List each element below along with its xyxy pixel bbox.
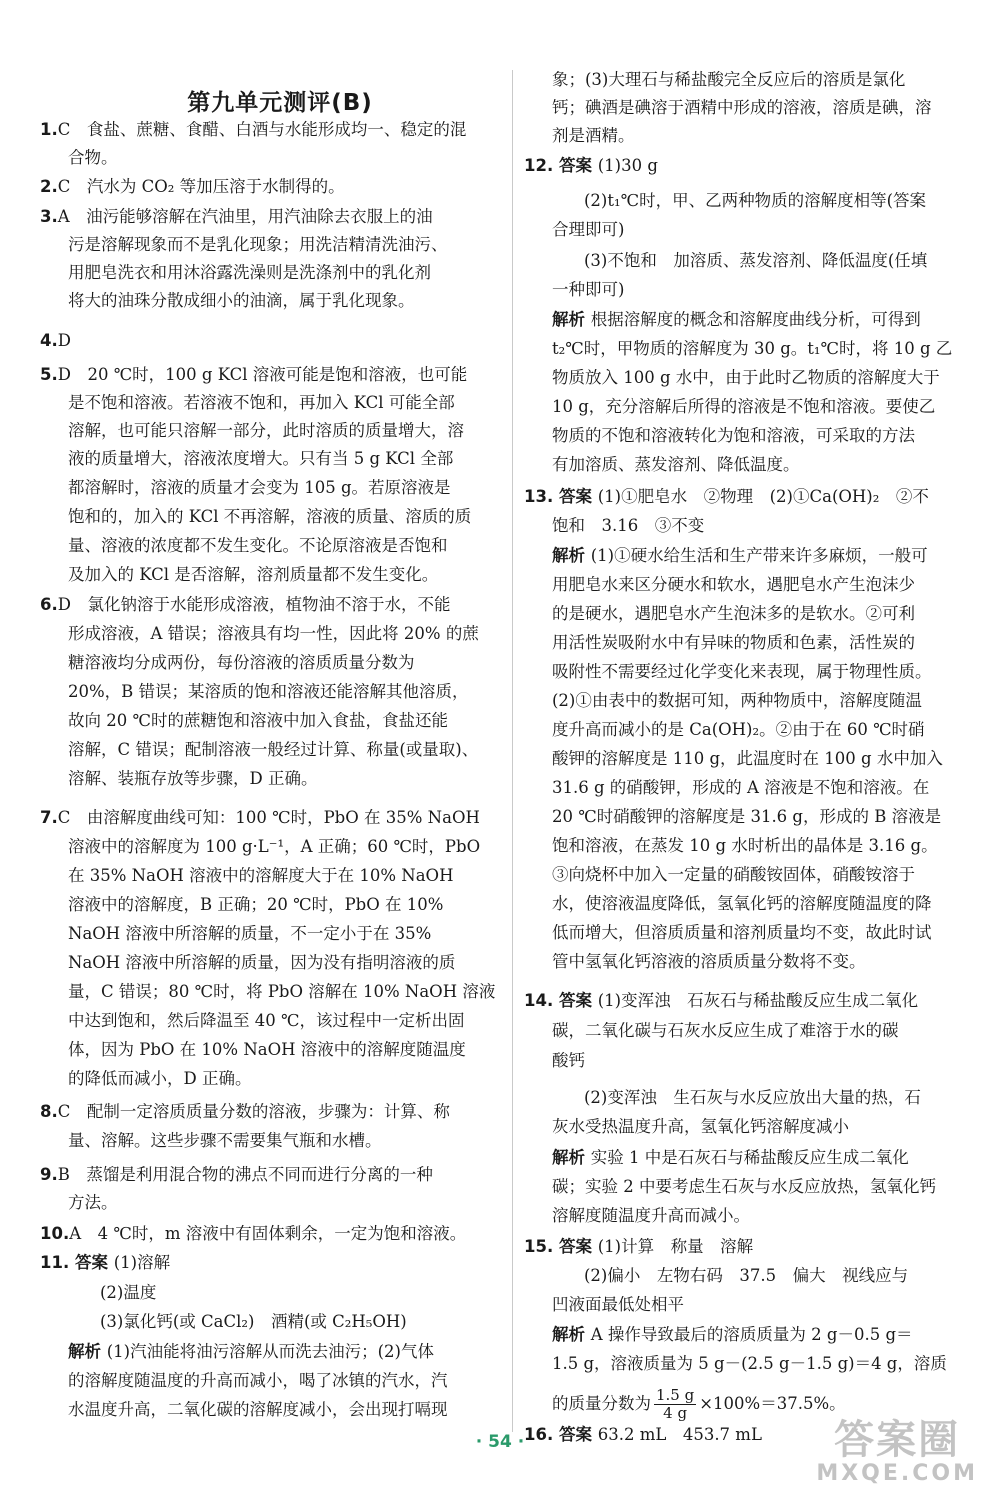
- question-number: 16.: [524, 1425, 554, 1444]
- answer-line: [552, 426, 915, 446]
- answer-line: [68, 1371, 448, 1391]
- line-text: A 操作导致最后的溶质质量为 2 g－0.5 g＝: [590, 1325, 913, 1344]
- analysis-label: 解析: [552, 546, 591, 565]
- line-text: 根据溶解度的概念和溶解度曲线分析，可得到: [590, 310, 921, 329]
- answer-line: [552, 310, 921, 330]
- answer-label: 答案: [553, 487, 598, 506]
- line-text: 体，因为 PbO 在 10% NaOH 溶液中的溶解度随温度: [68, 1040, 466, 1059]
- line-text: (3)氯化钙(或 CaCl₂) 酒精(或 C₂H₅OH): [100, 1312, 407, 1331]
- line-text: 物质的不饱和溶液转化为饱和溶液，可采取的方法: [552, 426, 915, 445]
- line-text: (1)溶解: [113, 1253, 171, 1272]
- question-number: 4.: [40, 331, 58, 350]
- line-text: 溶解度随温度升高而减小。: [552, 1206, 750, 1225]
- answer-label: 答案: [553, 1425, 598, 1444]
- line-text: 有加溶质、蒸发溶剂、降低温度。: [552, 455, 800, 474]
- answer-line: [552, 662, 932, 682]
- question-number: 1.: [40, 120, 58, 139]
- fraction-denominator: 4 g: [663, 1404, 688, 1422]
- answer-line: [524, 487, 929, 507]
- answer-line: [68, 1131, 382, 1151]
- line-text: 低而增大，但溶质质量和溶剂质量均不变，故此时试: [552, 923, 932, 942]
- line-text: 31.6 g 的硝酸钾，形成的 A 溶液是不饱和溶液。在: [552, 778, 930, 797]
- line-text: 是不饱和溶液。若溶液不饱和，再加入 KCl 可能全部: [68, 393, 455, 412]
- question-number: 3.: [40, 207, 58, 226]
- answer-line: [40, 177, 345, 197]
- page-number: · 54 ·: [475, 1432, 525, 1452]
- answer-line: [552, 604, 915, 624]
- answer-line: [40, 1165, 433, 1185]
- answer-line: [552, 397, 935, 417]
- line-text: NaOH 溶液中所溶解的质量，不一定小于在 35%: [68, 924, 432, 943]
- answer-line: [552, 952, 866, 972]
- line-text: 水温度升高，二氧化碳的溶解度减小，会出现打嗝现: [68, 1400, 448, 1419]
- question-number: 7.: [40, 808, 58, 827]
- answer-line: [68, 982, 495, 1002]
- answer-line: [68, 449, 453, 469]
- answer-label: 答案: [553, 156, 598, 175]
- answer-line: [552, 1177, 936, 1197]
- line-text: 10 g，充分溶解后所得的溶液是不饱和溶液。要使乙: [552, 397, 936, 416]
- answer-line: [552, 1387, 846, 1422]
- line-text: 形成溶液，A 错误；溶液具有均一性，因此将 20% 的蔗: [68, 624, 479, 643]
- watermark-text: 答案圈: [834, 1417, 961, 1463]
- fraction-numerator: 1.5 g: [656, 1386, 695, 1404]
- watermark-url: MXQE.COM: [816, 1461, 978, 1486]
- answer-line: [68, 653, 415, 673]
- answer-line: [40, 1224, 466, 1244]
- answer-line: [68, 711, 448, 731]
- answer-line: [40, 595, 450, 615]
- line-text: 象；(3)大理石与稀盐酸完全反应后的溶质是氯化: [552, 70, 906, 89]
- answer-line: [68, 235, 448, 255]
- line-text: 剂是酒精。: [552, 126, 635, 145]
- answer-line: [552, 1148, 909, 1168]
- line-text: 饱和的，加入的 KCl 不再溶解，溶液的质量、溶质的质: [68, 507, 472, 526]
- line-text: A 4 ℃时，m 溶液中有固体剩余，一定为饱和溶液。: [69, 1224, 467, 1243]
- analysis-label: 解析: [552, 310, 591, 329]
- line-text: 合理即可): [552, 220, 625, 239]
- answer-line: [68, 953, 455, 973]
- answer-line: [68, 421, 464, 441]
- line-text: (1)计算 称量 溶解: [597, 1237, 754, 1256]
- question-number: 5.: [40, 365, 58, 384]
- answer-line: [552, 220, 624, 240]
- line-text: 碳；实验 2 中要考虑生石灰与水反应放热，氢氧化钙: [552, 1177, 936, 1196]
- answer-line: [552, 126, 635, 146]
- answer-line: [40, 365, 467, 385]
- answer-line: [68, 769, 317, 789]
- line-text: 水，使溶液温度降低，氢氧化钙的溶解度随温度的降: [552, 894, 932, 913]
- line-text: 63.2 mL 453.7 mL: [597, 1425, 762, 1444]
- answer-line: [552, 1021, 899, 1041]
- line-text: (1)①肥皂水 ②物理 (2)①Ca(OH)₂ ②不: [597, 487, 929, 506]
- analysis-label: 解析: [552, 1325, 591, 1344]
- answer-line: [68, 924, 431, 944]
- answer-line: [68, 682, 469, 702]
- answer-line: [68, 507, 471, 527]
- line-text: 1.5 g，溶液质量为 5 g－(2.5 g－1.5 g)＝4 g，溶质: [552, 1354, 947, 1373]
- line-text: 及加入的 KCl 是否溶解，溶剂质量都不发生变化。: [68, 565, 439, 584]
- answer-line: [552, 70, 905, 90]
- line-text: 的溶解度随温度的升高而减小，喝了冰镇的汽水，汽: [68, 1371, 448, 1390]
- answer-line: [552, 1295, 684, 1315]
- line-text: 溶解、装瓶存放等步骤，D 正确。: [68, 769, 318, 788]
- line-text: 糖溶液均分成两份，每份溶液的溶质质量分数为: [68, 653, 415, 672]
- line-text: 实验 1 中是石灰石与稀盐酸反应生成二氧化: [590, 1148, 909, 1167]
- line-text: 中达到饱和，然后降温至 40 ℃，该过程中一定析出固: [68, 1011, 465, 1030]
- answer-line: [552, 807, 941, 827]
- analysis-label: 解析: [68, 1342, 107, 1361]
- line-text: 凹液面最低处相平: [552, 1295, 684, 1314]
- line-text: D: [57, 331, 71, 350]
- line-text: 污是溶解现象而不是乳化现象；用洗洁精清洗油污、: [68, 235, 448, 254]
- line-text: 用肥皂洗衣和用沐浴露洗澡则是洗涤剂中的乳化剂: [68, 263, 431, 282]
- answer-line: [552, 455, 800, 475]
- line-text: (2)t₁℃时，甲、乙两种物质的溶解度相等(答案: [584, 191, 927, 210]
- line-text: 液的质量增大，溶液浓度增大。只有当 5 g KCl 全部: [68, 449, 454, 468]
- answer-line: [524, 991, 918, 1011]
- line-text: (1)30 g: [597, 156, 658, 175]
- answer-line: [68, 393, 455, 413]
- line-text: 酸钙: [552, 1051, 585, 1070]
- line-text: 方法。: [68, 1193, 118, 1212]
- line-text: (2)温度: [100, 1283, 157, 1302]
- line-text: C 由溶解度曲线可知：100 ℃时，PbO 在 35% NaOH: [57, 808, 480, 827]
- answer-line: [552, 749, 943, 769]
- answer-line: [552, 575, 915, 595]
- question-number: 9.: [40, 1165, 58, 1184]
- answer-line: [68, 837, 480, 857]
- answer-line: [552, 1325, 913, 1345]
- line-text: 的降低而减小，D 正确。: [68, 1069, 252, 1088]
- answer-line: [552, 923, 932, 943]
- line-text: 灰水受热温度升高，氢氧化钙溶解度减小: [552, 1117, 849, 1136]
- answer-line: [68, 895, 443, 915]
- answer-line: [552, 894, 932, 914]
- line-text: 合物。: [68, 148, 118, 167]
- answer-line: [68, 536, 448, 556]
- answer-line: [68, 263, 431, 283]
- line-text: (3)不饱和 加溶质、蒸发溶剂、降低温度(任填: [584, 251, 928, 270]
- line-text: 的是硬水，遇肥皂水产生泡沫多的是软水。②可利: [552, 604, 915, 623]
- answer-line: [68, 565, 438, 585]
- line-text: (2)变浑浊 生石灰与水反应放出大量的热，石: [584, 1088, 921, 1107]
- line-text: 在 35% NaOH 溶液中的溶解度大于在 10% NaOH: [68, 866, 454, 885]
- answer-label: 答案: [553, 1237, 598, 1256]
- answer-line: [100, 1312, 407, 1332]
- answer-line: [552, 633, 915, 653]
- answer-line: [584, 1266, 908, 1286]
- answer-label: 答案: [69, 1253, 114, 1272]
- watermark-logo: [816, 1418, 978, 1486]
- line-text: 碳，二氧化碳与石灰水反应生成了难溶于水的碳: [552, 1021, 899, 1040]
- line-text: 饱和溶液，在蒸发 10 g 水时析出的晶体是 3.16 g。: [552, 836, 938, 855]
- line-text: A 油污能够溶解在汽油里，用汽油除去衣服上的油: [57, 207, 433, 226]
- line-text: 量，C 错误；80 ℃时，将 PbO 溶解在 10% NaOH 溶液: [68, 982, 496, 1001]
- line-text: (1)变浑浊 石灰石与稀盐酸反应生成二氧化: [597, 991, 919, 1010]
- answer-line: [100, 1283, 156, 1303]
- answer-line: [552, 280, 624, 300]
- question-number: 15.: [524, 1237, 554, 1256]
- answer-line: [40, 120, 466, 140]
- question-number: 10.: [40, 1224, 70, 1243]
- column-divider: [512, 70, 513, 1432]
- answer-line: [68, 866, 453, 886]
- line-text: 一种即可): [552, 280, 625, 299]
- line-text: C 配制一定溶质质量分数的溶液，步骤为：计算、称: [57, 1102, 450, 1121]
- answer-line: [68, 1011, 464, 1031]
- line-text: D 氯化钠溶于水能形成溶液，植物油不溶于水，不能: [57, 595, 451, 614]
- answer-line: [552, 836, 938, 856]
- line-text: 用肥皂水来区分硬水和软水，遇肥皂水产生泡沫少: [552, 575, 915, 594]
- answer-line: [68, 624, 479, 644]
- answer-line: [68, 1400, 448, 1420]
- line-text: C 食盐、蔗糖、食醋、白酒与水能形成均一、稳定的混: [57, 120, 467, 139]
- answer-line: [68, 1342, 434, 1362]
- line-text: 20%，B 错误；某溶质的饱和溶液还能溶解其他溶质，: [68, 682, 469, 701]
- answer-line: [68, 1040, 466, 1060]
- question-number: 13.: [524, 487, 554, 506]
- page-title: 第九单元测评(B): [187, 90, 373, 116]
- answer-line: [68, 1069, 251, 1089]
- line-text: 吸附性不需要经过化学变化来表现，属于物理性质。: [552, 662, 932, 681]
- question-number: 12.: [524, 156, 554, 175]
- answer-line: [552, 778, 929, 798]
- answer-line: [40, 331, 71, 351]
- question-number: 14.: [524, 991, 554, 1010]
- line-text: 用活性炭吸附水中有异味的物质和色素，活性炭的: [552, 633, 915, 652]
- answer-line: [584, 1088, 921, 1108]
- answer-line: [552, 1051, 585, 1071]
- answer-line: [552, 368, 940, 388]
- answer-line: [524, 156, 658, 176]
- analysis-label: 解析: [552, 1148, 591, 1167]
- line-text: 溶解，C 错误；配制溶液一般经过计算、称量(或量取)、: [68, 740, 479, 759]
- answer-line: [40, 1253, 170, 1273]
- answer-line: [552, 1354, 947, 1374]
- answer-line: [40, 808, 480, 828]
- line-text: 钙；碘酒是碘溶于酒精中形成的溶液，溶质是碘，溶: [552, 98, 932, 117]
- fraction: [654, 1387, 696, 1422]
- line-text: 都溶解时，溶液的质量才会变为 105 g。若原溶液是: [68, 478, 451, 497]
- answer-line: [68, 478, 451, 498]
- answer-line: [68, 740, 478, 760]
- line-text: (2)偏小 左物右码 37.5 偏大 视线应与: [584, 1266, 909, 1285]
- answer-line: [68, 291, 415, 311]
- line-text: 溶液中的溶解度，B 正确；20 ℃时，PbO 在 10%: [68, 895, 444, 914]
- line-text: 物质放入 100 g 水中，由于此时乙物质的溶解度大于: [552, 368, 940, 387]
- line-text: t₂℃时，甲物质的溶解度为 30 g。t₁℃时，将 10 g 乙: [552, 339, 953, 358]
- line-text: (1)汽油能将油污溶解从而洗去油污；(2)气体: [106, 1342, 434, 1361]
- line-text: 溶解，也可能只溶解一部分，此时溶质的质量增大，溶: [68, 421, 464, 440]
- answer-line: [68, 1193, 118, 1213]
- line-text: 量、溶解。这些步骤不需要集气瓶和水槽。: [68, 1131, 382, 1150]
- answer-line: [68, 148, 118, 168]
- answer-line: [552, 720, 925, 740]
- answer-line: [552, 546, 928, 566]
- answer-line: [552, 865, 915, 885]
- answer-line: [552, 516, 704, 536]
- line-text: ③向烧杯中加入一定量的硝酸铵固体，硝酸铵溶于: [552, 865, 915, 884]
- line-text: 溶液中的溶解度为 100 g·L⁻¹，A 正确；60 ℃时，PbO: [68, 837, 481, 856]
- line-text: NaOH 溶液中所溶解的质量，因为没有指明溶液的质: [68, 953, 456, 972]
- answer-line: [552, 339, 952, 359]
- line-text: 的质量分数为: [552, 1394, 651, 1413]
- line-text: 20 ℃时硝酸钾的溶解度是 31.6 g，形成的 B 溶液是: [552, 807, 942, 826]
- answer-line: [584, 251, 927, 271]
- line-text: C 汽水为 CO₂ 等加压溶于水制得的。: [57, 177, 345, 196]
- line-text: 度升高而减小的是 Ca(OH)₂。②由于在 60 ℃时硝: [552, 720, 925, 739]
- question-number: 2.: [40, 177, 58, 196]
- line-text: 故向 20 ℃时的蔗糖饱和溶液中加入食盐，食盐还能: [68, 711, 448, 730]
- answer-line: [40, 207, 433, 227]
- answer-line: [552, 98, 932, 118]
- line-text: D 20 ℃时，100 g KCl 溶液可能是饱和溶液，也可能: [57, 365, 468, 384]
- line-text: 管中氢氧化钙溶液的溶质质量分数将不变。: [552, 952, 866, 971]
- answer-line: [552, 691, 922, 711]
- answer-line: [524, 1237, 753, 1257]
- line-text: (1)①硬水给生活和生产带来许多麻烦，一般可: [590, 546, 928, 565]
- line-text: 量、溶液的浓度都不发生变化。不论原溶液是否饱和: [68, 536, 448, 555]
- answer-label: 答案: [553, 991, 598, 1010]
- line-text: 酸钾的溶解度是 110 g，此温度时在 100 g 水中加入: [552, 749, 943, 768]
- line-text: (2)①由表中的数据可知，两种物质中，溶解度随温: [552, 691, 922, 710]
- line-text: B 蒸馏是利用混合物的沸点不同而进行分离的一种: [57, 1165, 433, 1184]
- question-number: 11.: [40, 1253, 70, 1272]
- question-number: 6.: [40, 595, 58, 614]
- line-text: 饱和 3.16 ③不变: [552, 516, 705, 535]
- answer-line: [552, 1117, 849, 1137]
- line-text: 将大的油珠分散成细小的油滴，属于乳化现象。: [68, 291, 415, 310]
- question-number: 8.: [40, 1102, 58, 1121]
- line-text-after: ×100%＝37.5%。: [699, 1394, 846, 1413]
- answer-line: [552, 1206, 750, 1226]
- answer-line: [40, 1102, 450, 1122]
- answer-line: [584, 191, 926, 211]
